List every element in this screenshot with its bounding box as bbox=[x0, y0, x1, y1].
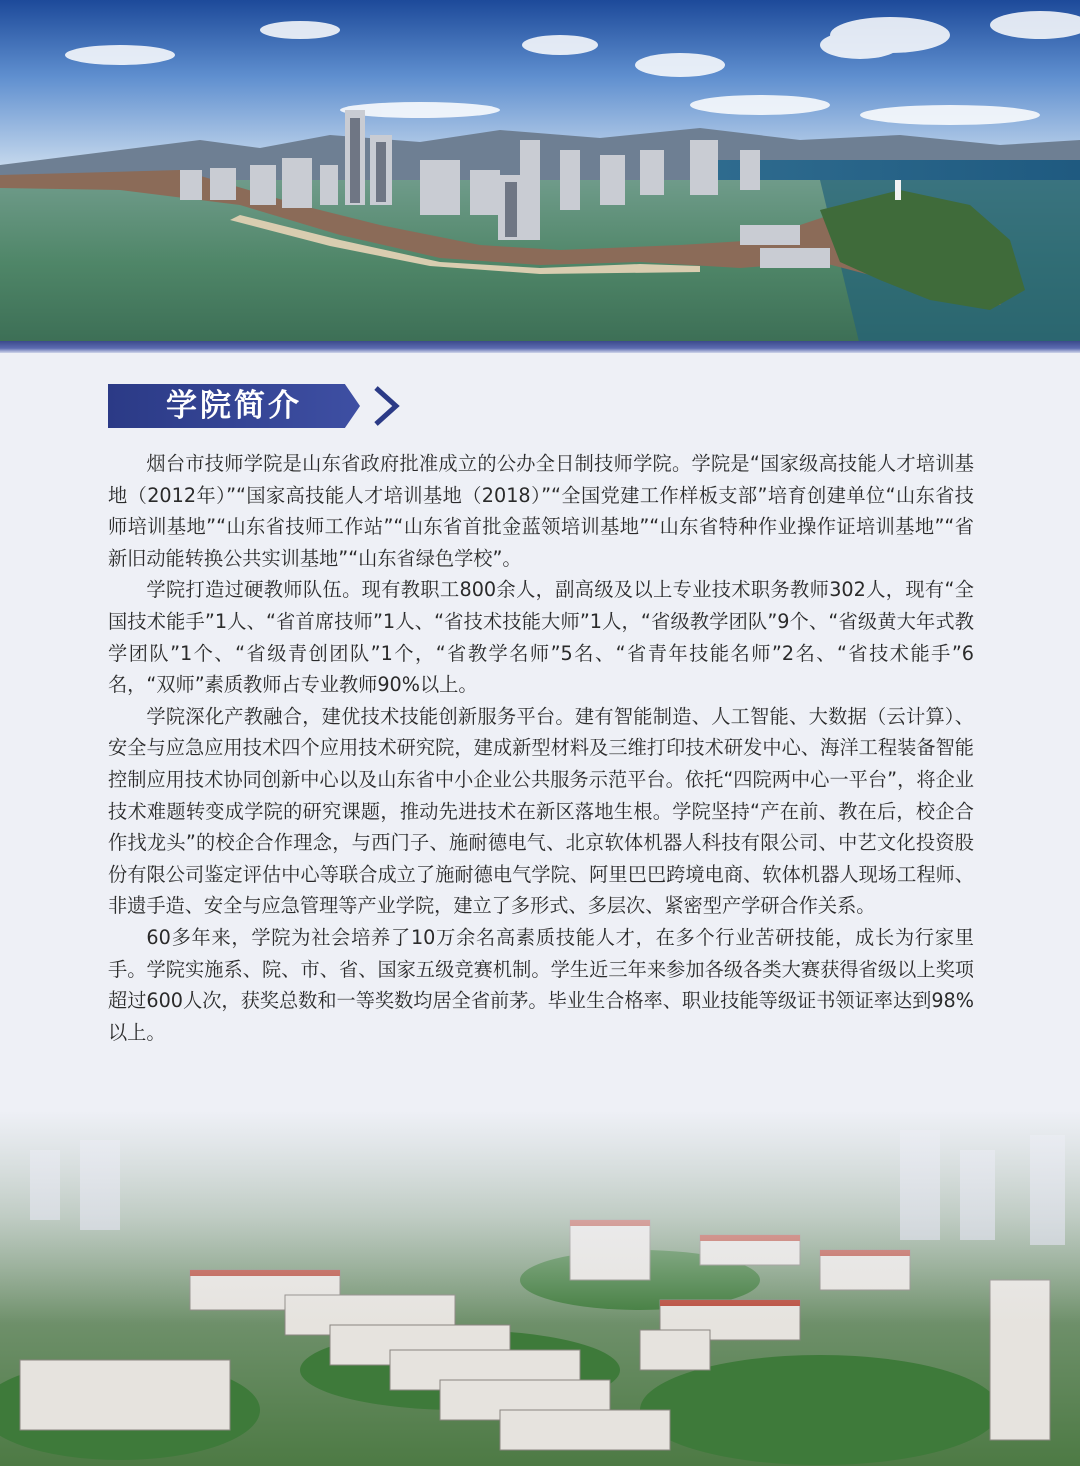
chevron-right-icon bbox=[370, 384, 404, 428]
paragraph-industry-integration: 学院深化产教融合，建优技术技能创新服务平台。建有智能制造、人工智能、大数据（云计算）、安全与应急应用技术四个应用技术研究院，建成新型材料及三维打印技术研发中心、海洋工程装备智能控制应用技术协同创新中心以及山东省中小企业公共服务示范平台。依托“四院两中心一平台”，将企业技术难题转变成学院的研究课题，推动先进技术在新区落地生根。学院坚持“产在前、教在后，校企合作找龙头”的校企合作理念，与西门子、施耐德电气、北京软体机器人科技有限公司、中艺文化投资股份有限公司鉴定评估中心等联合成立了施耐德电气学院、阿里巴巴跨境电商、软体机器人现场工程师、非遗手造、安全与应急管理等产业学院，建立了多形式、多层次、紧密型产学研合作关系。 bbox=[108, 704, 974, 918]
intro-article bbox=[108, 448, 974, 1048]
paragraph-overview: 烟台市技师学院是山东省政府批准成立的公办全日制技师学院。学院是“国家级高技能人才培训基地（2012年）”“国家高技能人才培训基地（2018）”“全国党建工作样板支部”培育创建单位“山东省技师培训基地”“山东省技师工作站”“山东省首批金蓝领培训基地”“山东省特种作业操作证培训基地”“省新旧动能转换公共实训基地”“山东省绿色学校”。 bbox=[108, 452, 974, 570]
coastal-city-photo bbox=[0, 0, 1080, 346]
paragraph-achievements: 60多年来，学院为社会培养了10万余名高素质技能人才，在多个行业苦研技能，成长为行家里手。学院实施系、院、市、省、国家五级竞赛机制。学生近三年来参加各级各类大赛获得省级以上奖项超过600人次，获奖总数和一等奖数均居全省前茅。毕业生合格率、职业技能等级证书领证率达到98%以上。 bbox=[108, 925, 974, 1044]
campus-aerial-photo bbox=[0, 1110, 1080, 1466]
paragraph-faculty: 学院打造过硬教师队伍。现有教职工800余人，副高级及以上专业技术职务教师302人，现有“全国技术能手”1人、“省首席技师”1人、“省技术技能大师”1人，“省级教学团队”9个、“省级黄大年式教学团队”1个、“省级青创团队”1个，“省教学名师”5名、“省青年技能名师”2名、“省技术能手”6名，“双师”素质教师占专业教师90%以上。 bbox=[108, 578, 974, 697]
photo-bottom-band bbox=[0, 341, 1080, 353]
section-title: 学院简介 bbox=[166, 388, 302, 424]
section-heading bbox=[108, 384, 398, 428]
